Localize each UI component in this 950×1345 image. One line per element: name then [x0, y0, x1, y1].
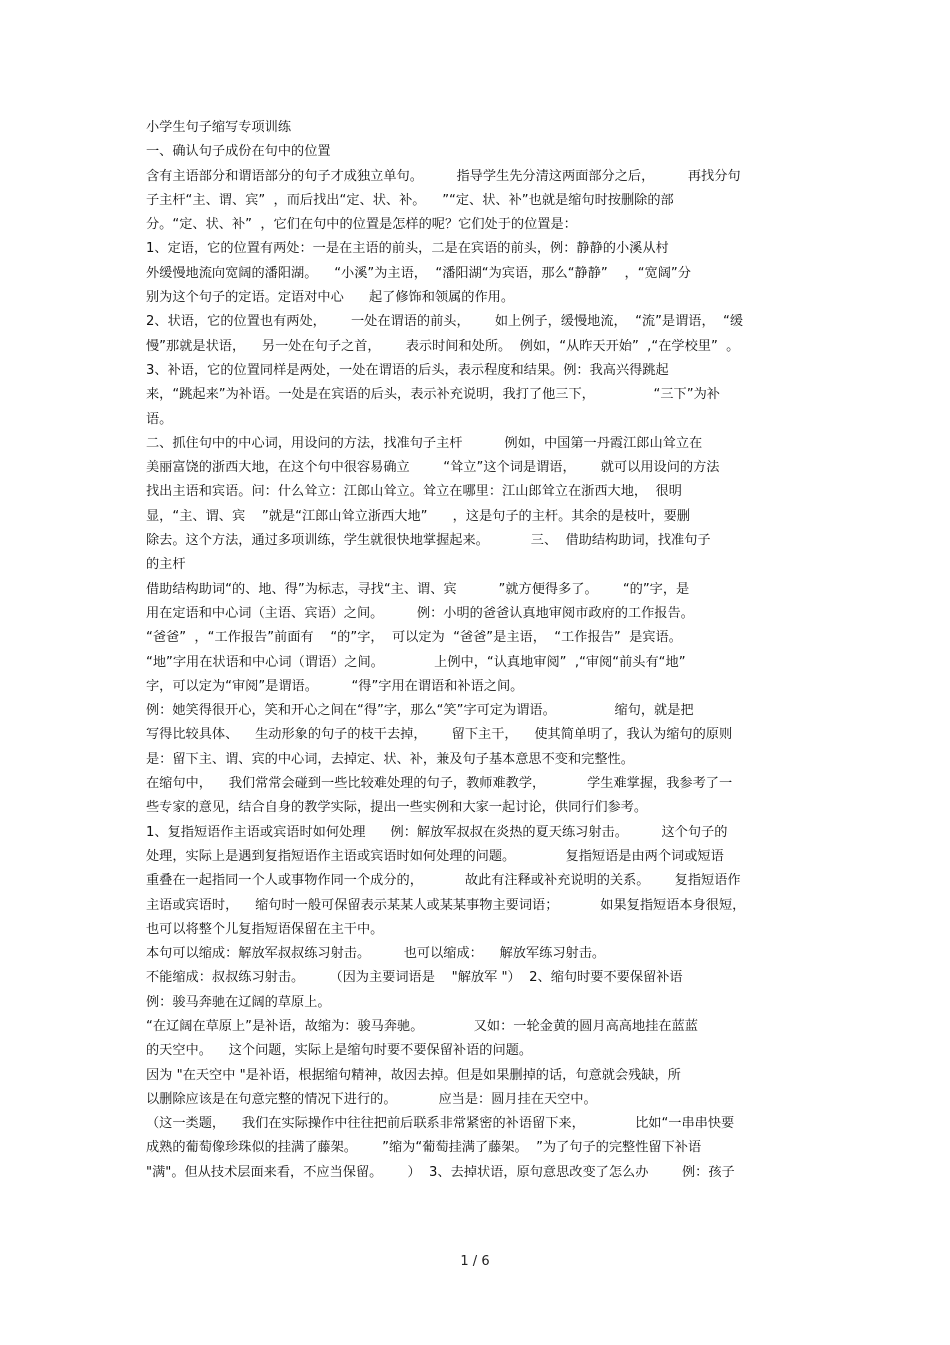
page-number: 1 / 6: [460, 1254, 490, 1269]
section-heading-2: 二、抓住句中的中心词，用设问的方法，找准句子主杆 例如，中国第一丹霞江郎山耸立在: [146, 435, 703, 451]
section-heading-1: 一、确认句子成份在句中的位置: [146, 144, 331, 160]
text-line: 成熟的葡萄像珍珠似的挂满了藤架。 ”缩为“葡萄挂满了藤架。 ”为了句子的完整性留下补语: [146, 1140, 702, 1156]
text-line: 1、定语，它的位置有两处：一是在主语的前头，二是在宾语的前头，例：静静的小溪从村: [146, 241, 669, 257]
text-line: 分。“定、状、补” ，它们在句中的位置是怎样的呢？它们处于的位置是：: [146, 217, 577, 233]
text-line: 不能缩成：叔叔练习射击。 （因为主要词语是 "解放军 "） 2、缩句时要不要保留补语: [146, 970, 683, 986]
text-line: 的主杆: [146, 557, 186, 573]
text-line: 写得比较具体、 生动形象的句子的枝干去掉， 留下主干， 使其简单明了，我认为缩句的原则: [146, 727, 733, 743]
text-line: 因为 "在天空中 "是补语，根据缩句精神，故因去掉。但是如果删掉的话，句意就会残缺，所: [146, 1067, 681, 1083]
text-line: 例：骏马奔驰在辽阔的草原上。: [146, 994, 331, 1010]
text-line: 例：她笑得很开心，笑和开心之间在“得”字，那么“笑”字可定为谓语。 缩句，就是把: [146, 703, 694, 719]
text-line: 以删除应该是在句意完整的情况下进行的。 应当是：圆月挂在天空中。: [146, 1091, 597, 1107]
text-line: 重叠在一起指同一个人或事物作同一个成分的， 故此有注释或补充说明的关系。 复指短语作: [146, 873, 741, 889]
text-line: 显，“主、谓、宾 ”就是“江郎山耸立浙西大地” ，这是句子的主杆。其余的是枝叶，要删: [146, 508, 690, 524]
text-line: 1、复指短语作主语或宾语时如何处理 例：解放军叔叔在炎热的夏天练习射击。 这个句子的: [146, 824, 728, 840]
text-line: （这一类题， 我们在实际操作中往往把前后联系非常紧密的补语留下来， 比如“一串串快要: [146, 1116, 735, 1132]
text-line: 来，“跳起来”为补语。一处是在宾语的后头，表示补充说明，我打了他三下， “三下”为补: [146, 387, 720, 403]
text-line: 子主杆“主、谓、宾” ，而后找出“定、状、补。 ”“定、状、补”也就是缩句时按删除的部: [146, 192, 674, 208]
text-line: 借助结构助词“的、地、得”为标志，寻找“主、谓、宾 ”就方便得多了。 “的”字，是: [146, 581, 690, 597]
text-line: 含有主语部分和谓语部分的句子才成独立单句。 指导学生先分清这两面部分之后， 再找分句: [146, 168, 741, 184]
text-line: 别为这个句子的定语。定语对中心 起了修饰和领属的作用。: [146, 290, 515, 306]
text-line: 语。: [146, 411, 173, 427]
text-line: 找出主语和宾语。问：什么耸立：江郎山耸立。耸立在哪里：江山郎耸立在浙西大地， 很明: [146, 484, 682, 500]
document-title: 小学生句子缩写专项训练: [146, 120, 292, 135]
text-line: 是：留下主、谓、宾的中心词，去掉定、状、补，兼及句子基本意思不变和完整性。: [146, 751, 634, 767]
text-line: 本句可以缩成：解放军叔叔练习射击。 也可以缩成： 解放军练习射击。: [146, 946, 606, 962]
text-line: 在缩句中， 我们常常会碰到一些比较难处理的句子，教师难教学， 学生难掌握，我参考了一: [146, 776, 733, 792]
text-line: 3、补语，它的位置同样是两处，一处在谓语的后头，表示程度和结果。例：我高兴得跳起: [146, 362, 669, 378]
text-line: “在辽阔在草原上”是补语，故缩为：骏马奔驰。 又如：一轮金黄的圆月高高地挂在蓝蓝: [146, 1018, 698, 1034]
text-line: 主语或宾语时， 缩句时一般可保留表示某某人或某某事物主要词语； 如果复指短语本身很短，: [146, 897, 746, 913]
text-line: 也可以将整个儿复指短语保留在主干中。: [146, 921, 384, 937]
text-line: 处理，实际上是遇到复指短语作主语或宾语时如何处理的问题。 复指短语是由两个词或短语: [146, 848, 724, 864]
text-line: 除去。这个方法，通过多项训练，学生就很快地掌握起来。 三、 借助结构助词，找准句子: [146, 533, 711, 549]
text-line: 美丽富饶的浙西大地，在这个句中很容易确立 “耸立”这个词是谓语， 就可以用设问的方法: [146, 460, 720, 476]
text-line: 字，可以定为“审阅”是谓语。 “得”字用在谓语和补语之间。: [146, 678, 524, 694]
text-line: “爸爸” ，“工作报告”前面有 “的”字， 可以定为 “爸爸”是主语， “工作报告” 是宾语。: [146, 630, 682, 646]
text-line: 2、状语，它的位置也有两处， 一处在谓语的前头， 如上例子，缓慢地流， “流”是谓语， “缓: [146, 314, 744, 330]
text-line: 用在定语和中心词（主语、宾语）之间。 例：小明的爸爸认真地审阅市政府的工作报告。: [146, 605, 694, 621]
text-line: 些专家的意见，结合自身的教学实际，提出一些实例和大家一起讨论，供同行们参考。: [146, 800, 648, 816]
text-line: 的天空中。 这个问题，实际上是缩句时要不要保留补语的问题。: [146, 1043, 533, 1059]
document-body: [146, 116, 806, 1185]
text-line: "满"。但从技术层面来看，不应当保留。 ） 3、去掉状语，原句意思改变了怎么办 例：孩子: [146, 1164, 735, 1180]
text-line: “地”字用在状语和中心词（谓语）之间。 上例中，“认真地审阅” ,“审阅“前头有“地”: [146, 654, 686, 670]
text-line: 外缓慢地流向宽阔的潘阳湖。 “小溪”为主语， “潘阳湖“为宾语，那么“静静” ，“宽阔”分: [146, 265, 691, 281]
text-line: 慢”那就是状语， 另一处在句子之首， 表示时间和处所。 例如，“从昨天开始” ,“在学校里” 。: [146, 338, 740, 354]
